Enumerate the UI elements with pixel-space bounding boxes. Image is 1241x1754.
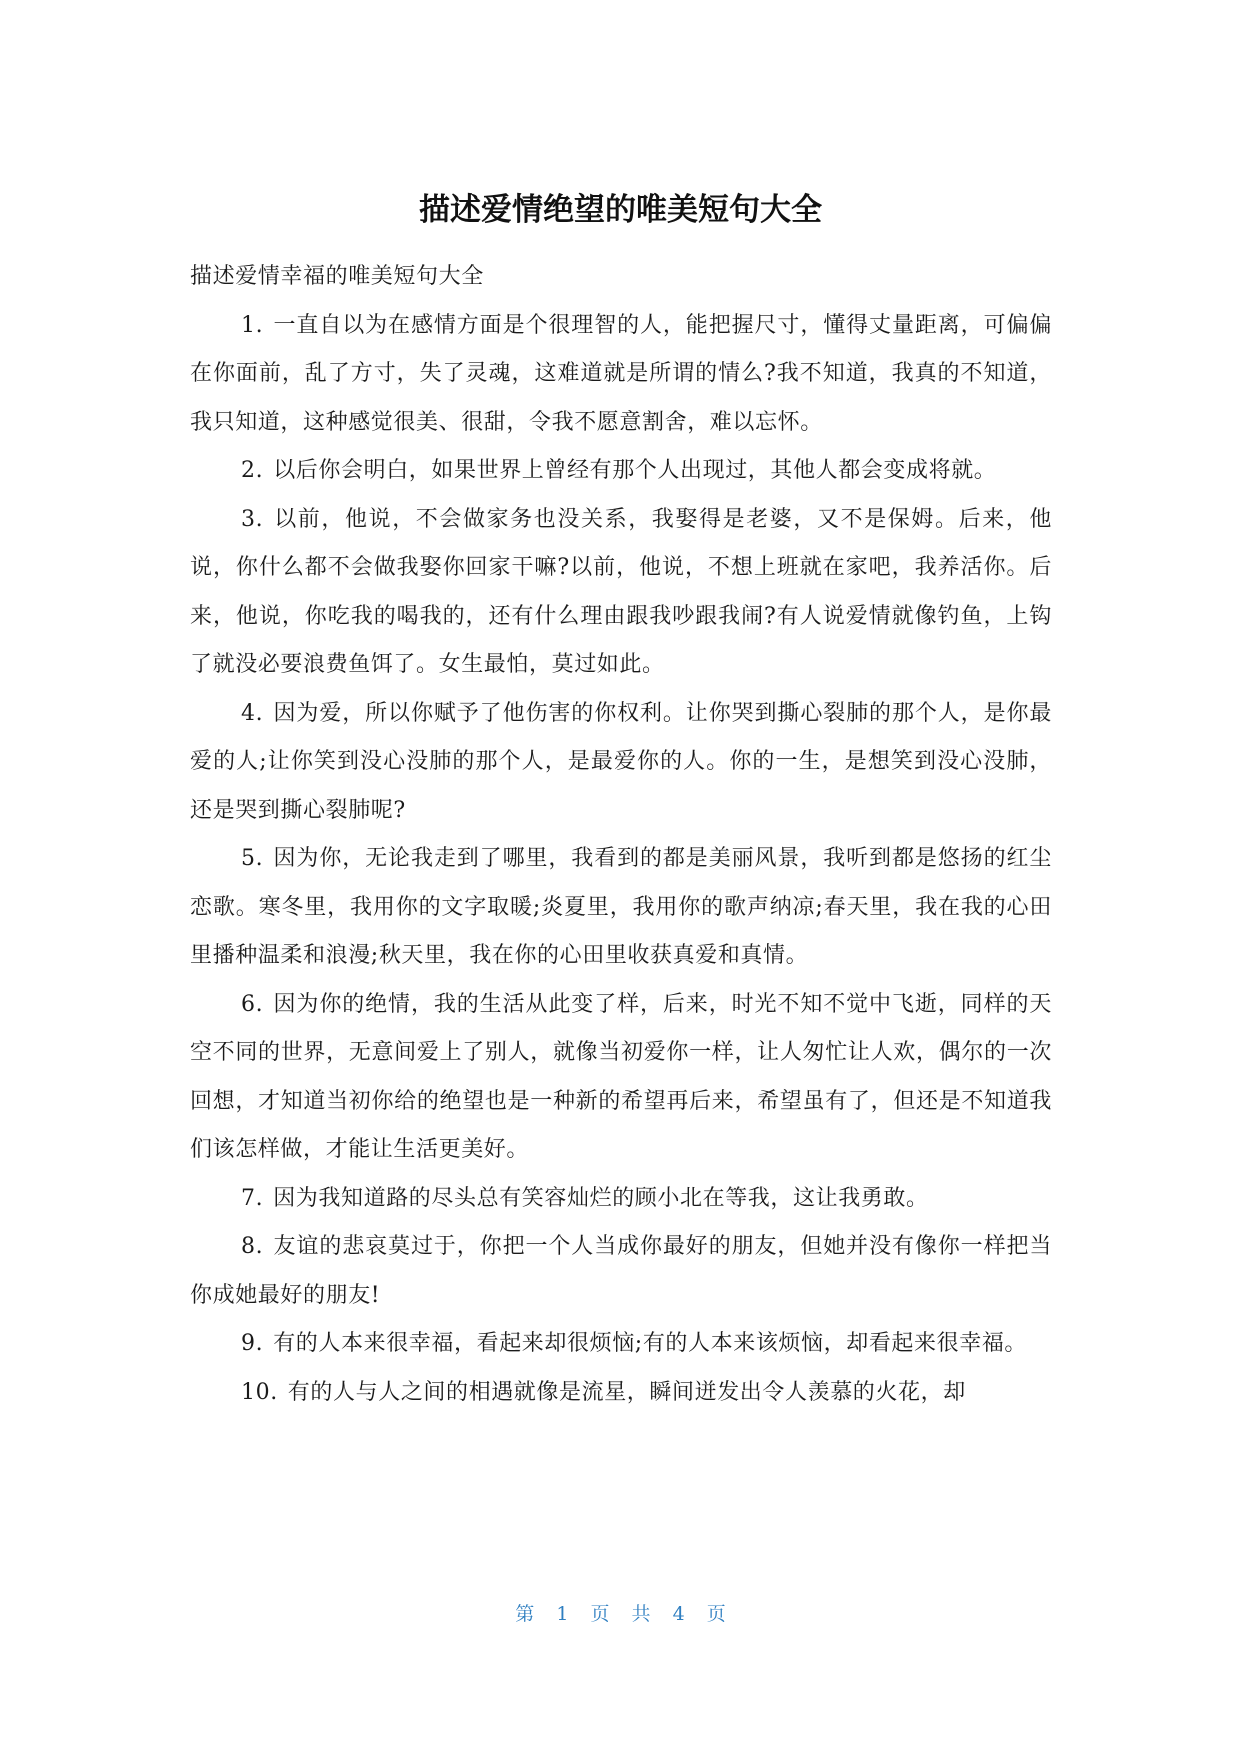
item-number: 4. [241, 700, 264, 726]
item-number: 5. [241, 846, 264, 871]
item-text: 有的人与人之间的相遇就像是流星，瞬间迸发出令人羡慕的火花，却 [287, 1379, 966, 1405]
document-body [190, 253, 1052, 1417]
item-text: 有的人本来很幸福，看起来却很烦恼;有的人本来该烦恼，却看起来很幸福。 [273, 1331, 1028, 1356]
item-number: 3. [241, 506, 264, 532]
item-number: 7. [241, 1185, 264, 1211]
document-title: 描述爱情绝望的唯美短句大全 [419, 192, 822, 228]
total-pages-number: 4 [672, 1603, 685, 1625]
list-item [190, 690, 1052, 836]
list-item [190, 447, 1052, 496]
list-item [190, 1175, 1052, 1224]
item-number: 1. [241, 312, 264, 338]
list-item [190, 981, 1052, 1175]
list-item [190, 1223, 1052, 1320]
item-number: 10. [241, 1379, 278, 1405]
list-item [190, 835, 1052, 981]
item-text: 以前，他说，不会做家务也没关系，我娶得是老婆，又不是保姆。后来，他说，你什么都不会做我娶你回家干嘛?以前，他说，不想上班就在家吧，我养活你。后来，他说，你吃我的喝我的，还有什么理由跟我吵跟我闹?有人说爱情就像钓鱼，上钩了就没必要浪费鱼饵了。女生最怕，莫过如此。 [190, 506, 1052, 677]
list-item [190, 302, 1052, 448]
item-text: 因为你，无论我走到了哪里，我看到的都是美丽风景，我听到都是悠扬的红尘恋歌。寒冬里，我用你的文字取暖;炎夏里，我用你的歌声纳凉;春天里，我在我的心田里播种温柔和浪漫;秋天里，我在你的心田里收获真爱和真情。 [190, 846, 1052, 968]
item-number: 6. [241, 991, 264, 1017]
item-text: 因为爱，所以你赋予了他伤害的你权利。让你哭到撕心裂肺的那个人，是你最爱的人;让你笑到没心没肺的那个人，是最爱你的人。你的一生，是想笑到没心没肺，还是哭到撕心裂肺呢? [190, 700, 1052, 823]
page-footer [0, 1600, 1241, 1628]
total-label: 共 [631, 1603, 651, 1625]
item-number: 2. [241, 458, 264, 483]
total-unit: 页 [706, 1603, 726, 1625]
list-item [190, 496, 1052, 690]
item-text: 因为我知道路的尽头总有笑容灿烂的顾小北在等我，这让我勇敢。 [273, 1185, 929, 1211]
list-item [190, 1320, 1052, 1369]
item-text: 以后你会明白，如果世界上曾经有那个人出现过，其他人都会变成将就。 [273, 458, 997, 483]
item-text: 友谊的悲哀莫过于，你把一个人当成你最好的朋友，但她并没有像你一样把当你成她最好的朋友! [190, 1234, 1052, 1308]
item-number: 9. [241, 1331, 264, 1356]
page-unit: 页 [590, 1603, 610, 1625]
item-text: 一直自以为在感情方面是个很理智的人，能把握尺寸，懂得丈量距离，可偏偏在你面前，乱了方寸，失了灵魂，这难道就是所谓的情么?我不知道，我真的不知道，我只知道，这种感觉很美、很甜，令我不愿意割舍，难以忘怀。 [190, 312, 1052, 435]
item-text: 因为你的绝情，我的生活从此变了样，后来，时光不知不觉中飞逝，同样的天空不同的世界，无意间爱上了别人，就像当初爱你一样，让人匆忙让人欢，偶尔的一次回想，才知道当初你给的绝望也是一种新的希望再后来，希望虽有了，但还是不知道我们该怎样做，才能让生活更美好。 [190, 991, 1052, 1162]
current-page-number: 1 [556, 1603, 569, 1625]
page-label: 第 [515, 1603, 535, 1625]
list-item [190, 1369, 1052, 1418]
item-number: 8. [241, 1234, 264, 1259]
document-subtitle: 描述爱情幸福的唯美短句大全 [190, 264, 484, 289]
